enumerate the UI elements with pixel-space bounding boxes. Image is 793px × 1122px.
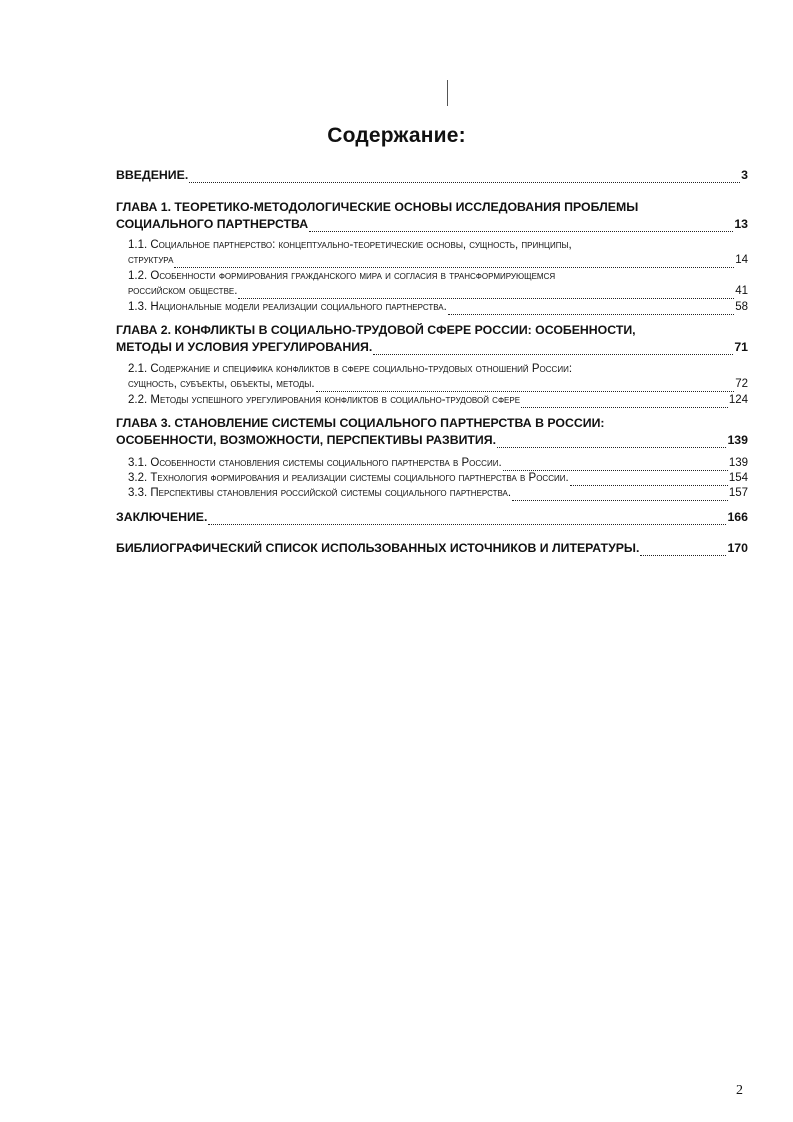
toc-section-line1: 1.2. Особенности формирования гражданского мира и согласия в трансформирующемся [128, 270, 556, 282]
toc-section-line1: 2.1. Содержание и специфика конфликтов в сфере социально-трудовых отношений России: [128, 363, 573, 375]
toc-chapter-title-line1: ГЛАВА 3. СТАНОВЛЕНИЕ СИСТЕМЫ СОЦИАЛЬНОГО ПАРТНЕРСТВА В РОССИИ: [116, 416, 605, 430]
toc-chapter-title-line1: ГЛАВА 2. КОНФЛИКТЫ В СОЦИАЛЬНО-ТРУДОВОЙ СФЕРЕ РОССИИ: ОСОБЕННОСТИ, [116, 323, 636, 337]
toc-section-3-2[interactable] [116, 471, 748, 486]
toc-entry-page: 58 [735, 301, 748, 313]
toc-entry-page: 170 [727, 541, 748, 555]
toc-section-line2: 3.1. Особенности становления системы социального партнерства в России. [128, 457, 502, 469]
dot-leader [503, 459, 728, 471]
toc-chapter-title-line1: ГЛАВА 1. ТЕОРЕТИКО-МЕТОДОЛОГИЧЕСКИЕ ОСНОВЫ ИССЛЕДОВАНИЯ ПРОБЛЕМЫ [116, 200, 639, 214]
toc-chapter-title-line2: ОСОБЕННОСТИ, ВОЗМОЖНОСТИ, ПЕРСПЕКТИВЫ РАЗВИТИЯ. [116, 433, 497, 447]
toc-entry-page: 154 [728, 472, 748, 484]
toc-entry-bibliography[interactable] [116, 541, 748, 556]
toc-entry-page: 157 [728, 487, 748, 499]
toc-section-line2: 3.3. Перспективы становления российской системы социального партнерства. [128, 487, 512, 499]
toc-section-1-3[interactable] [116, 300, 748, 315]
toc-chapter-3[interactable] [116, 416, 748, 448]
page-number: 2 [736, 1083, 743, 1098]
toc-entry-page: 3 [741, 168, 748, 182]
dot-leader [208, 513, 726, 525]
dot-leader [316, 380, 735, 392]
dot-leader [570, 474, 728, 486]
toc-section-2-1[interactable] [116, 362, 748, 392]
toc-entry-page: 41 [735, 285, 748, 297]
toc-entry-page: 139 [728, 457, 748, 469]
toc-section-3-1[interactable] [116, 456, 748, 471]
dot-leader [640, 544, 726, 556]
toc-chapter-title-line2: МЕТОДЫ И УСЛОВИЯ УРЕГУЛИРОВАНИЯ. [116, 340, 373, 354]
toc-entry-page: 72 [735, 378, 748, 390]
toc-section-3-3[interactable] [116, 486, 748, 501]
dot-leader [189, 171, 740, 183]
dot-leader [309, 220, 733, 232]
toc-section-line2: 2.2. Методы успешного урегулирования конфликтов в социально-трудовой сфере [128, 394, 521, 406]
toc-entry-label: БИБЛИОГРАФИЧЕСКИЙ СПИСОК ИСПОЛЬЗОВАННЫХ ИСТОЧНИКОВ И ЛИТЕРАТУРЫ. [116, 541, 640, 555]
toc-section-line2: 3.2. Технология формирования и реализации системы социального партнерства в России. [128, 472, 569, 484]
toc-chapter-1[interactable] [116, 200, 748, 232]
toc-entry-page: 71 [734, 340, 748, 354]
toc-entry-label: ВВЕДЕНИЕ. [116, 168, 189, 182]
toc-section-1-2[interactable] [116, 269, 748, 299]
toc-entry-page: 14 [735, 254, 748, 266]
dot-leader [512, 489, 728, 501]
dot-leader [448, 303, 734, 315]
toc-entry-page: 139 [727, 433, 748, 447]
toc-entry-page: 13 [734, 217, 748, 231]
toc-chapter-2[interactable] [116, 323, 748, 355]
toc-chapter-title-line2: СОЦИАЛЬНОГО ПАРТНЕРСТВА [116, 217, 309, 231]
page-title: Содержание: [327, 124, 466, 147]
margin-mark [447, 80, 448, 106]
toc-entry-intro[interactable] [116, 168, 748, 183]
dot-leader [521, 396, 728, 408]
toc-section-line1: 1.1. Социальное партнерство: концептуально-теоретические основы, сущность, принципы, [128, 239, 572, 251]
toc-entry-page: 124 [728, 394, 748, 406]
toc-entry-label: ЗАКЛЮЧЕНИЕ. [116, 510, 208, 524]
toc-section-line2: сущность, субъекты, объекты, методы. [128, 378, 315, 390]
dot-leader [174, 256, 734, 268]
dot-leader [373, 343, 733, 355]
toc-section-line2: 1.3. Национальные модели реализации социального партнерства. [128, 301, 447, 313]
dot-leader [497, 436, 726, 448]
toc-section-line2: российском обществе. [128, 285, 238, 297]
toc-entry-conclusion[interactable] [116, 510, 748, 525]
toc-entry-page: 166 [727, 510, 748, 524]
toc-section-2-2[interactable] [116, 393, 748, 408]
dot-leader [238, 287, 734, 299]
toc-section-line2: структура [128, 254, 174, 266]
toc-section-1-1[interactable] [116, 238, 748, 268]
